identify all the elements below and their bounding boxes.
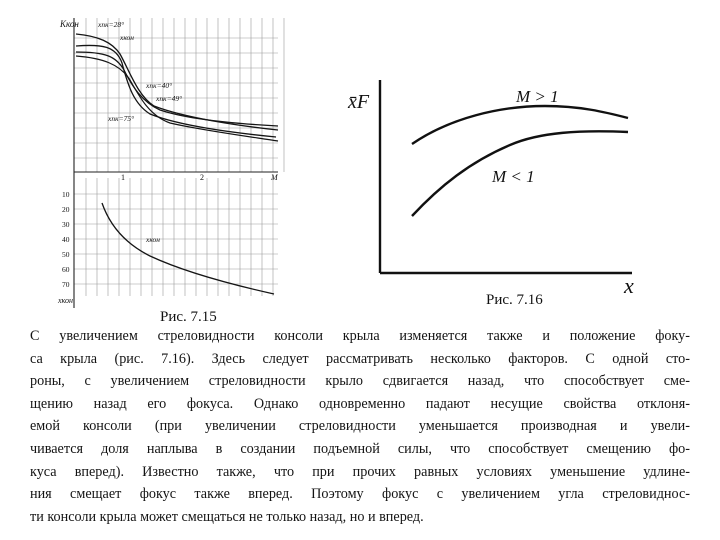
lower-y-tick: 50: [62, 250, 70, 259]
fig716-x-axis-label: x: [624, 273, 634, 298]
curve-label-xpk40: xпк=40°: [146, 81, 173, 90]
label-m-less-1: M < 1: [492, 167, 535, 186]
x-tick-2: 2: [200, 173, 204, 182]
curve-m-greater-1: [412, 106, 628, 144]
paragraph-line: щению назад его фокуса. Однако одновременно падают несущие свойства отклоня-: [30, 395, 690, 412]
paragraph-line: са крыла (рис. 7.16). Здесь следует рассматривать несколько факторов. С одной сто-: [30, 350, 690, 367]
lower-y-tick: 70: [62, 280, 70, 289]
body-paragraph: [30, 325, 690, 528]
lower-y-tick: 40: [62, 235, 70, 244]
paragraph-line: С увеличением стреловидности консоли крыла изменяется также и положение фоку-: [30, 328, 690, 344]
grid-lower: [74, 178, 278, 296]
curve-label-xpk75: xпк=75°: [108, 114, 135, 123]
fig716-y-axis-label: x̄F: [348, 91, 370, 113]
y-axis-label: Kкон: [60, 19, 79, 29]
label-m-greater-1: M > 1: [516, 87, 559, 106]
lower-y-tick: 10: [62, 190, 70, 199]
figure-7-16: [340, 68, 640, 298]
curve-label-xpk49: xпк=49°: [156, 94, 183, 103]
curve-label-xkon-upper: xкон: [120, 33, 135, 42]
curve-xkon-lower: [102, 203, 274, 294]
paragraph-line: ния смещает фокус также вперед. Поэтому фокус с увеличением угла стреловиднос-: [30, 486, 690, 503]
lower-y-tick: 30: [62, 220, 70, 229]
caption-7-16: Рис. 7.16: [486, 292, 543, 308]
caption-7-15: Рис. 7.15: [160, 309, 217, 325]
figure-7-15: [50, 8, 350, 318]
curve-label-xkon-lower: xкон: [146, 235, 161, 244]
curve-label-xpk28: xпк=28°: [98, 20, 125, 29]
paragraph-line: роны, с увеличением стреловидности крыло сдвигается назад, что способствует сме-: [30, 373, 690, 390]
paragraph-line: ти консоли крыла может смещаться не только назад, но и вперед.: [30, 508, 424, 525]
lower-y-tick: 60: [62, 265, 70, 274]
lower-y-tick: 20: [62, 205, 70, 214]
lower-y-axis-label: xкон: [58, 296, 73, 305]
paragraph-line: чивается доля наплыва в создании подъемной силы, что способствует смещению фо-: [30, 440, 690, 457]
x-tick-1: 1: [121, 173, 125, 182]
x-tick-M: M: [271, 173, 278, 182]
paragraph-line: емой консоли (при увеличении стреловидности уменьшается производная и увели-: [30, 418, 690, 435]
paragraph-line: куса вперед). Известно также, что при прочих равных условиях уменьшение удлине-: [30, 463, 690, 480]
curve-xpk-40: [76, 52, 278, 126]
curve-xkon-upper: [76, 34, 278, 130]
